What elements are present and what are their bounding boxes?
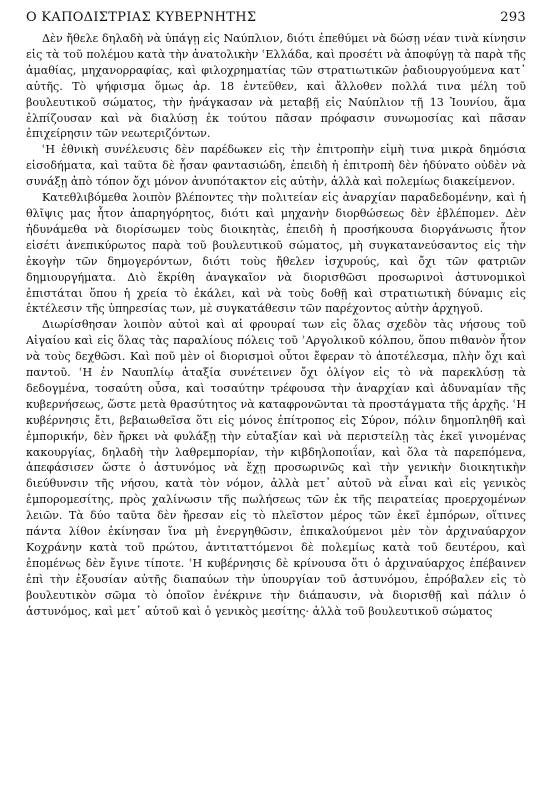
book-page: [26, 10, 526, 620]
running-header: [26, 10, 526, 25]
body-text: [26, 31, 526, 620]
paragraph: Κατεθλιβόμεθα λοιπὸν βλέποντες τὴν πολιτείαν εἰς ἀναρχίαν παραδεδομένην, καὶ ἡ θλῖψις μας ἦτον ἀπαρηγόρητος, διότι καὶ μηχανὴν διορθώσεως δὲν ἐβλέπομεν. Δὲν ἠδυνάμεθα νὰ διορίσωμεν τοὺς διοικητὰς, ἐπειδὴ ἡ προσήκουσα διοργάνωσις ἦτον εἰσέτι ἀνεπικύρωτος παρὰ τοῦ βουλευτικοῦ σώματος, μὴ συγκατανεύσαντος εἰς τὴν ἐκογὴν τῶν δημογερόντων, διότι τοὺς ἤθελεν ἰσχυρούς, καὶ ὄχι τῶν φατριῶν δημιουργήματα. Διὸ ἔκρίθη ἀναγκαῖον νὰ διορισθῶσι προσωρινοὶ ἀστυνομικοὶ ἐπιστάται ὅπου ἡ χρεία τὸ ἐκάλει, καὶ νὰ τοὺς δοθῇ καὶ στρατιωτικὴ δύναμις εἰς ἐκτέλεσιν τῆς ὑπηρεσίας των, μὲ συγκατάθεσιν τῶν παρέχοντος αὐτὴν ἀρχηγοῦ.: [26, 191, 526, 316]
paragraph: Διωρίσθησαν λοιπὸν αὐτοὶ καὶ αἱ φρουραί των εἰς ὅλας σχεδὸν τὰς νήσους τοῦ Αἰγαίου καὶ εἰς ὅλας τὰς παραλίους πόλεις τοῦ ʾΑργολικοῦ κόλπου, ὅπου πιθανὸν ἦτον νὰ τοὺς δεχθῶσι. Καὶ ποῦ μὲν οἱ διορισμοὶ οὗτοι ἔφεραν τὸ ἀποτέλεσμα, πλὴν ὄχι καὶ παντοῦ. ʿΗ ἐν Ναυπλίῳ ἀταξία συνέτεινεν ὄχι ὀλίγον εἰς τὸ νὰ παρεκλύσῃ τὰ δεδογμένα, τοσαύτη οὖσα, καὶ τοσαύτην τρέφουσα τὴν ἀναρχίαν καὶ ἀδυναμίαν τῆς κυβερνήσεως, ὥστε μετὰ θρασύτητος νὰ καταφρονῶνται τὰ προστάγματα τῆς ἀρχῆς. ʿΗ κυβέρνησις ἔτι, βεβαιωθεῖσα ὅτι εἰς μόνος ἐπίτροπος εἰς Σύρον, πόλιν δημοπληθῆ καὶ ἐμπορικήν, δὲν ἤρκει νὰ φυλάξῃ τὴν εὐταξίαν καὶ νὰ περιστείλῃ τὰς ἐκεῖ γινομένας κακουργίας, δηλαδὴ τὴν λαθρεμπορίαν, τὴν κιβδηλοποιΐαν, καὶ ὅλα τὰ παρεπόμενα, ἀπεφάσισεν ὥστε ὁ ἀστυνόμος νὰ ἔχῃ προσωρινῶς καὶ τὴν γενικὴν διοικητικὴν διεύθυνσιν τῆς νήσου, κατὰ τὸν νόμον, ἀλλὰ μετ᾽ αὐτοῦ νὰ εἶναι καὶ εἰς γενικὸς ἐμπορομεσίτης, πρὸς χαλίνωσιν τῆς πωλήσεως τῶν ἐκ τῆς πειρατείας προερχομένων λειῶν. Τὰ δύο ταῦτα δὲν ἤρεσαν εἰς τὸ πλεῖστον μέρος τῶν ἐκεῖ ἐμπόρων, οἵτινες πάντα λίθον ἐκίνησαν ἵνα μὴ ἐνεργηθῶσιν, ἐπικαλούμενοι μὲν τὸν ἀρχιναύαρχον Κοχράνην κατὰ τοῦ πρώτου, ἀντιταττόμενοι δὲ πολεμίως κατὰ τοῦ δευτέρου, καὶ ἐπομένως δὲν ἔγινε τίποτε. ʿΗ κυβέρνησις δὲ κρίνουσα ὅτι ὁ ἀρχιναύαρχος ἐπέβαινεν ἐπὶ τὴν ἐξουσίαν αὐτῆς διαπαύων τὴν ὑπουργίαν τοῦ ἀστυνόμου, ἐπρόβαλεν εἰς τὸ βουλευτικὸν σῶμα τὸ ὁποῖον ἐνέκρινε τὴν διάπαυσιν, νὰ διορισθῇ καὶ πάλιν ὁ ἀστυνόμος, καὶ μετ᾽ αὐτοῦ καὶ ὁ γενικὸς μεσίτης· ἀλλὰ τοῦ βουλευτικοῦ σώματος: [26, 318, 526, 618]
paragraph: Δὲν ἤθελε δηλαδὴ νὰ ὑπάγῃ εἰς Ναύπλιον, διότι ἐπεθύμει νὰ δώσῃ νέαν τινὰ κίνησιν εἰς τὰ τοῦ πολέμου κατὰ τὴν ἀνατολικὴν ʿΕλλάδα, καὶ προσέτι νὰ ἀποφύγῃ τὰ παρὰ τῆς ἀμαθίας, μηχανορραφίας, καὶ φιλοχρηματίας τῶν στρατιωτικῶν ῥαδιουργούμενα κατ᾽ αὐτῆς. Τὸ ψήφισμα ὅμως ἀρ. 18 ἐντεῦθεν, καὶ ἄλλοθεν πολλά τινα μέλη τοῦ βουλευτικοῦ σώματος, τὴν ἠνάγκασαν νὰ μεταβῇ εἰς Ναύπλιον τῇ 13 Ἰουνίου, ἅμα ἐλπίζουσαν καὶ νὰ διαλύσῃ ἐκ τούτου πᾶσαν πρόφασιν συνωμοσίας καὶ πᾶσαν ἐπιχείρησιν τῶν νεωτεριζόντων.: [26, 32, 526, 141]
page-number: 293: [500, 10, 526, 25]
running-title: Ο ΚΑΠΟΔΙΣΤΡΙΑΣ ΚΥΒΕΡΝΗΤΗΣ: [26, 10, 257, 25]
paragraph: ʿΗ ἐθνικὴ συνέλευσις δὲν παρέδωκεν εἰς τὴν ἐπιτροπὴν εἰμὴ τινα μικρὰ δημόσια εἰσοδήματα, καὶ ταῦτα δὲ ἦσαν φαντασιώδη, ἐπειδὴ ἡ ἐπιτροπὴ δὲν ἠδύνατο οὐδὲν νὰ συνάξῃ ἀπὸ τόπον ὄχι μόνον ἀνυπότακτον εἰς αὐτὴν, ἀλλὰ καὶ πολεμίως διακείμενον.: [26, 143, 526, 189]
